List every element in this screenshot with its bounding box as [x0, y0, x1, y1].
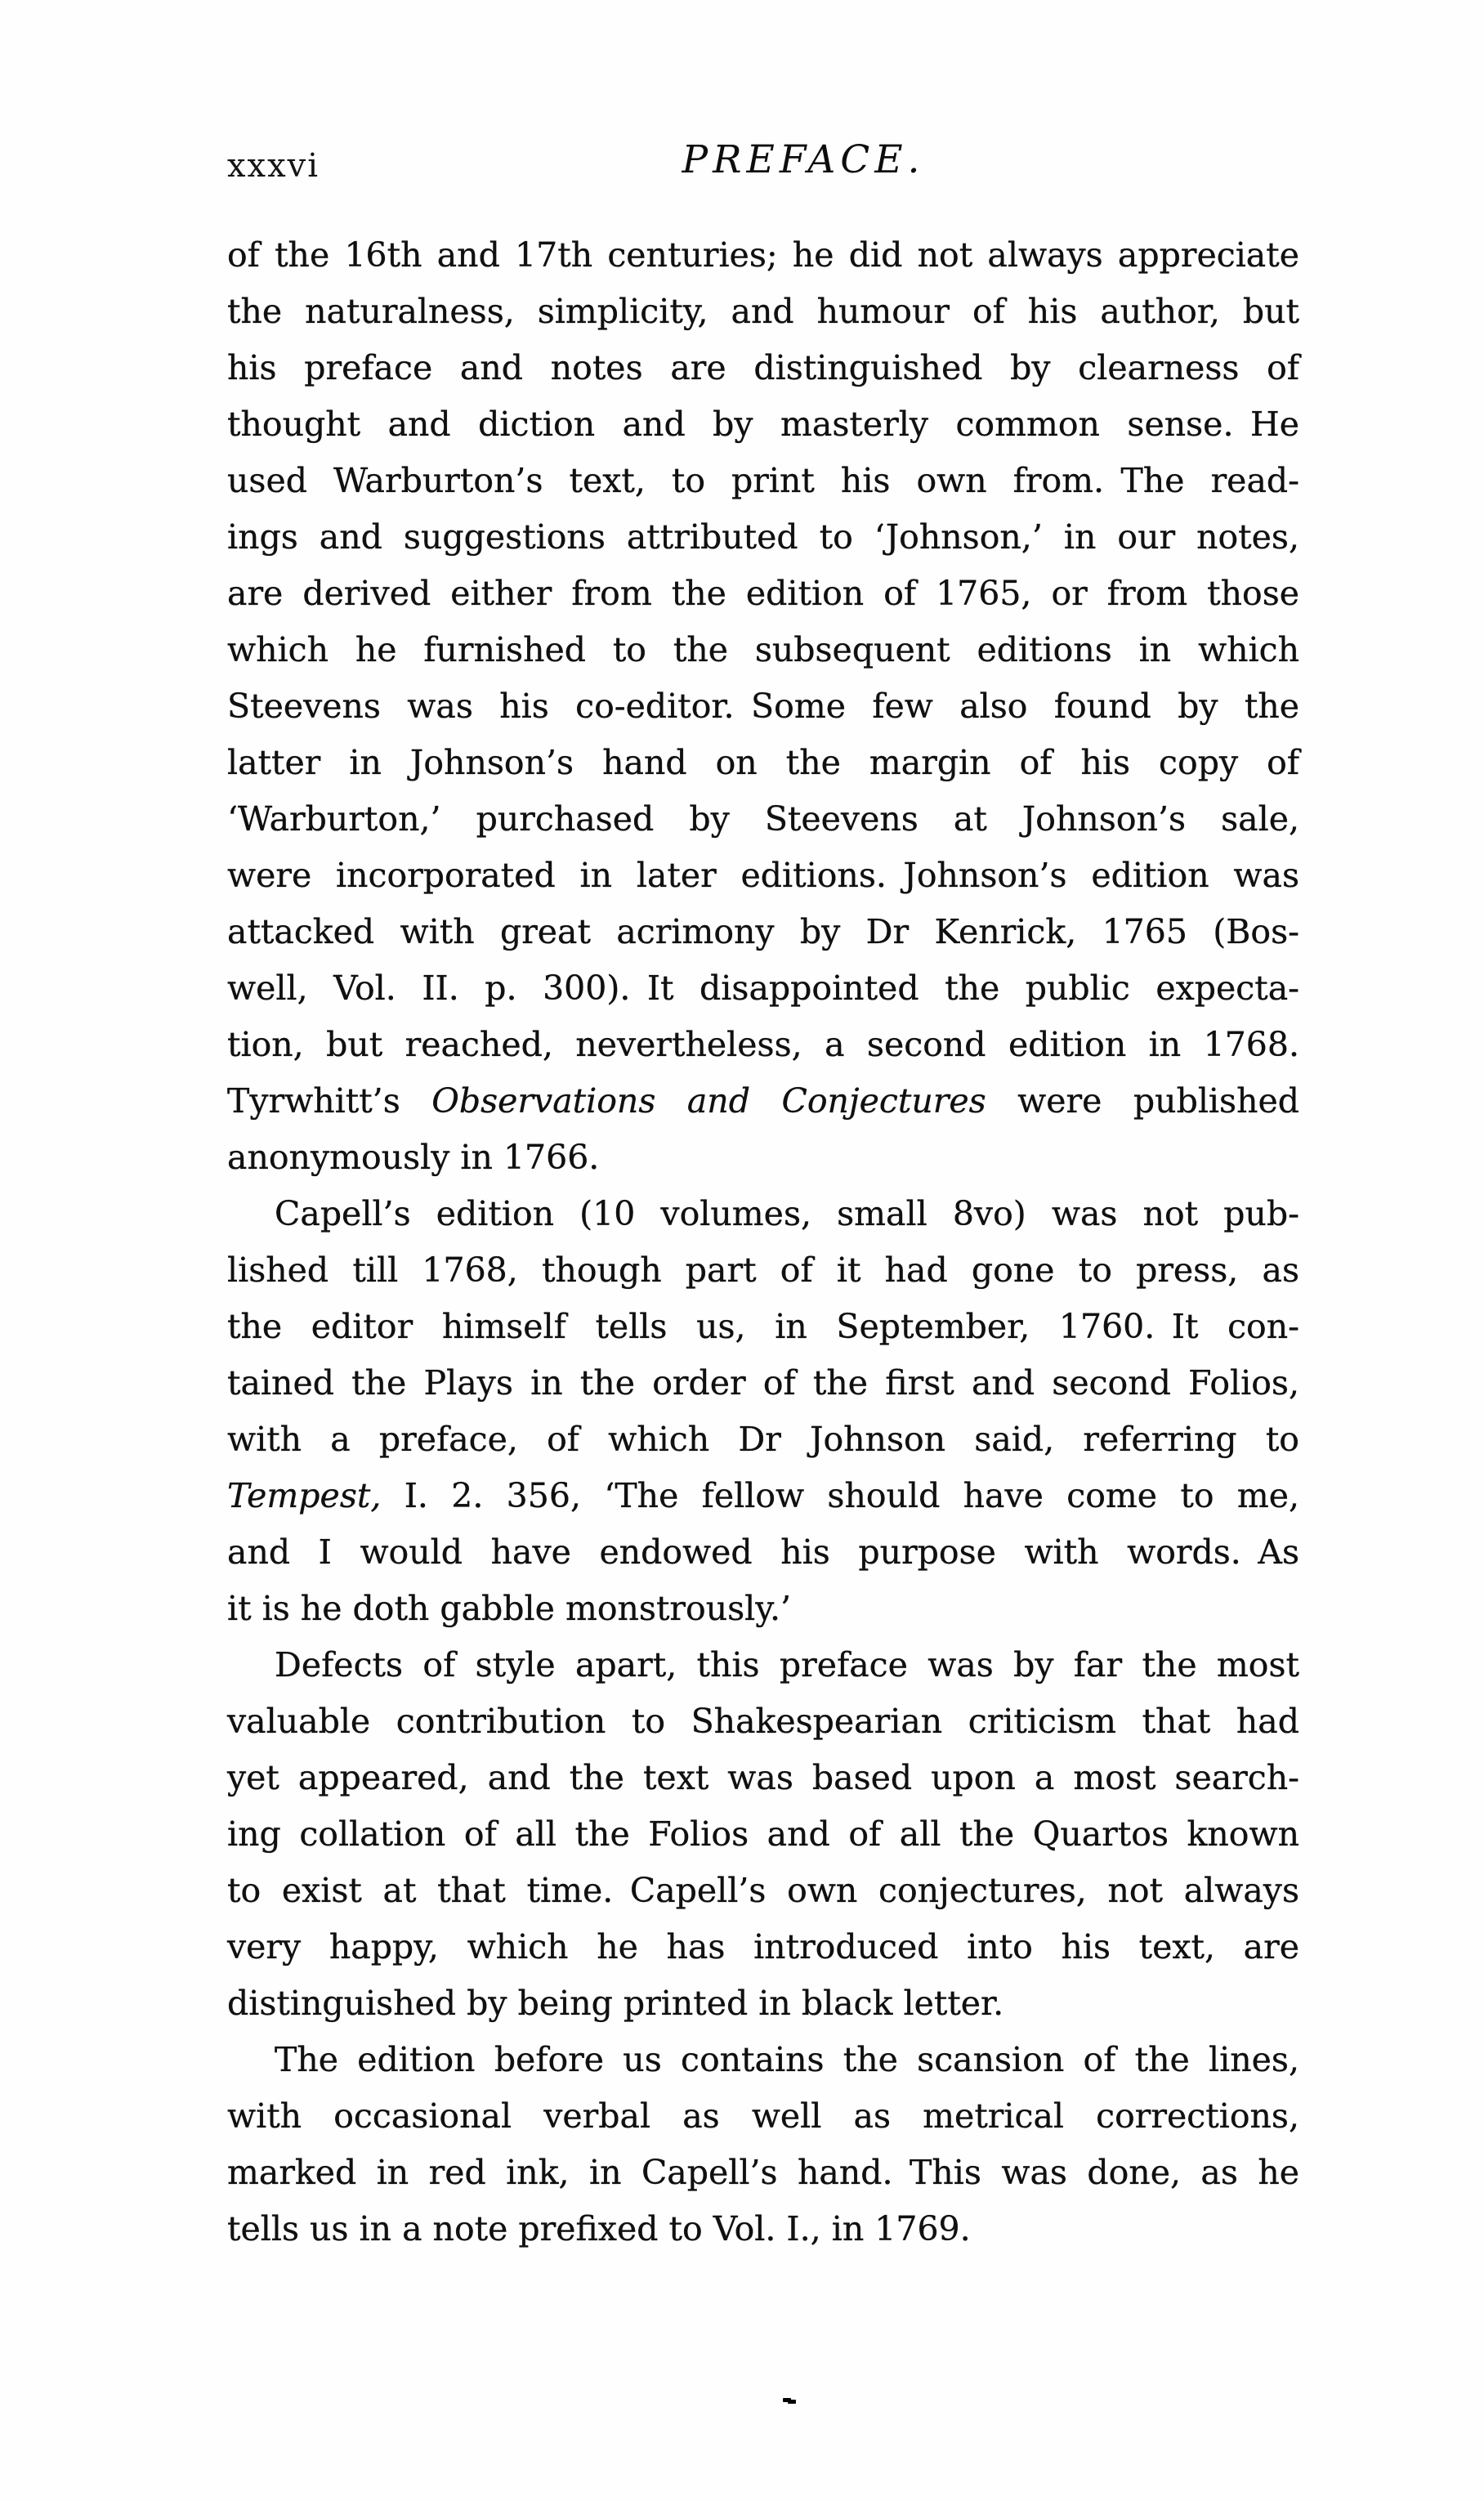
text-line: Tempest, I. 2. 356, ‘The fellow should have come to me,	[227, 1476, 1299, 1515]
text-line: tained the Plays in the order of the first and second Folios,	[227, 1363, 1299, 1403]
ink-smudge	[783, 2398, 791, 2402]
text-line: tion, but reached, nevertheless, a second edition in 1768.	[227, 1025, 1299, 1064]
text-line: ings and suggestions attributed to ‘Johnson,’ in our notes,	[227, 517, 1299, 557]
text-line: Defects of style apart, this preface was by far the most	[275, 1645, 1299, 1684]
text-line: distinguished by being printed in black letter.	[227, 1984, 1004, 2023]
text-line: ‘Warburton,’ purchased by Steevens at Johnson’s sale,	[227, 799, 1299, 839]
text-line: The edition before us contains the scansion of the lines,	[275, 2040, 1299, 2079]
text-line: and I would have endowed his purpose with words. As	[227, 1532, 1299, 1572]
text-line: his preface and notes are distinguished by clearness of	[227, 348, 1299, 387]
text-line: lished till 1768, though part of it had gone to press, as	[227, 1250, 1299, 1290]
text-line: with a preface, of which Dr Johnson said, referring to	[227, 1420, 1299, 1459]
text-line: were incorporated in later editions. Johnson’s edition was	[227, 856, 1299, 895]
text-line: used Warburton’s text, to print his own from. The read-	[227, 461, 1299, 500]
text-line: latter in Johnson’s hand on the margin of his copy of	[227, 743, 1299, 782]
text-line: ing collation of all the Folios and of all the Quartos known	[227, 1814, 1299, 1854]
text-line: anonymously in 1766.	[227, 1138, 600, 1177]
text-line: marked in red ink, in Capell’s hand. This was done, as he	[227, 2153, 1299, 2192]
text-line: well, Vol. II. p. 300). It disappointed the public expecta-	[227, 969, 1299, 1008]
text-line: with occasional verbal as well as metrical corrections,	[227, 2096, 1299, 2136]
page-number: xxxvi	[227, 147, 320, 185]
text-line: the editor himself tells us, in September, 1760. It con-	[227, 1307, 1299, 1346]
text-line: to exist at that time. Capell’s own conjectures, not always	[227, 1871, 1299, 1910]
text-line: of the 16th and 17th centuries; he did not always appreciate	[227, 235, 1299, 275]
text-line: it is he doth gabble monstrously.’	[227, 1589, 792, 1628]
text-line: Tyrwhitt’s Observations and Conjectures were published	[227, 1081, 1299, 1121]
text-line: attacked with great acrimony by Dr Kenrick, 1765 (Bos-	[227, 912, 1299, 951]
page-text	[227, 227, 1299, 2257]
text-line: tells us in a note prefixed to Vol. I., in 1769.	[227, 2209, 971, 2248]
text-line: very happy, which he has introduced into his text, are	[227, 1927, 1299, 1966]
text-line: thought and diction and by masterly common sense. He	[227, 405, 1299, 444]
text-line: Capell’s edition (10 volumes, small 8vo) was not pub-	[275, 1194, 1299, 1233]
text-line: are derived either from the edition of 1765, or from those	[227, 574, 1299, 613]
text-line: yet appeared, and the text was based upon a most search-	[227, 1758, 1299, 1797]
text-line: valuable contribution to Shakespearian criticism that had	[227, 1702, 1299, 1741]
text-line: which he furnished to the subsequent editions in which	[227, 630, 1299, 669]
text-line: Steevens was his co-editor. Some few also found by the	[227, 687, 1299, 726]
running-title: PREFACE.	[682, 137, 925, 182]
text-line: the naturalness, simplicity, and humour of his author, but	[227, 292, 1299, 331]
